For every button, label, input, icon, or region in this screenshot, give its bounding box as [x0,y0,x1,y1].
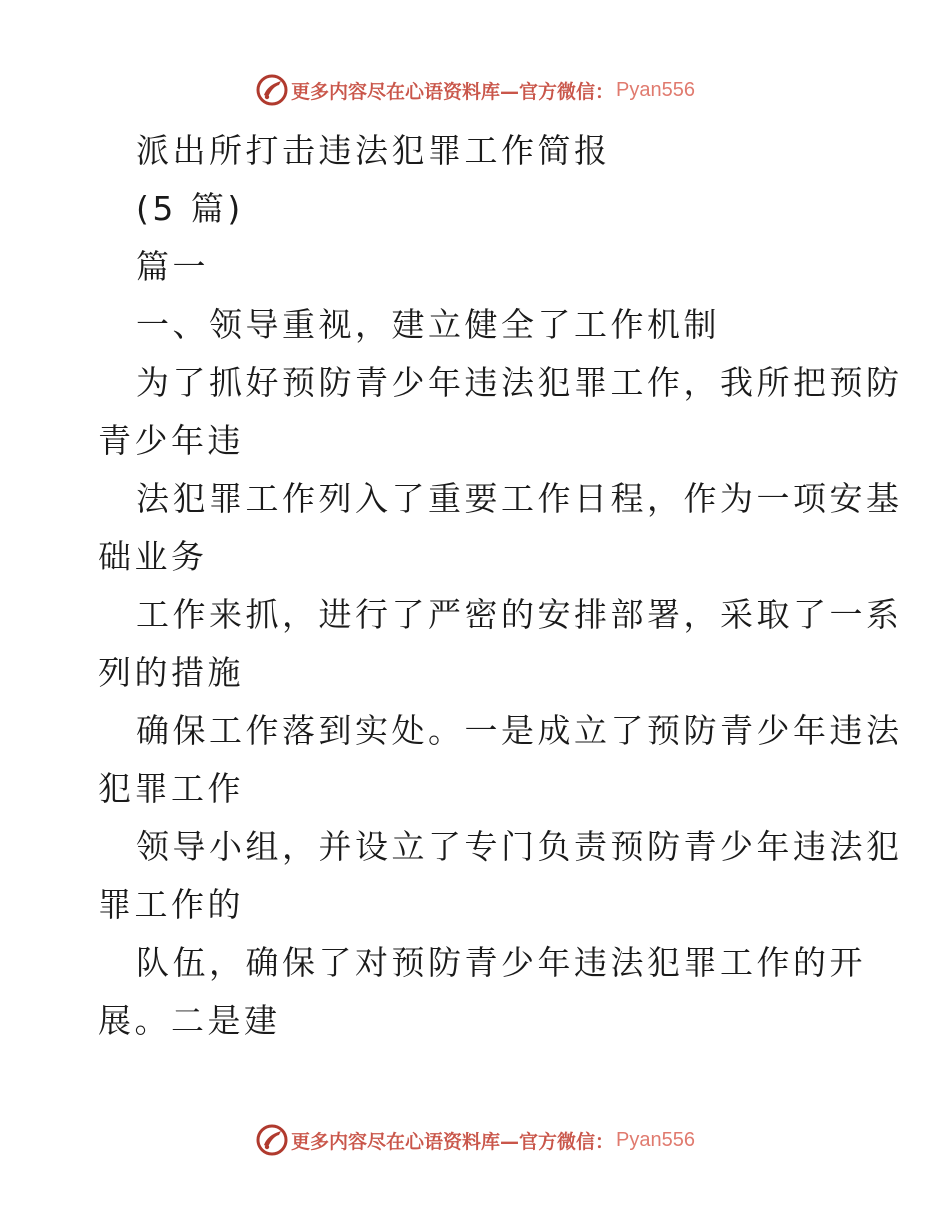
text-line: 犯罪工作 [98,769,244,808]
text-line: 青少年违 [98,421,244,460]
text-line: 法犯罪工作列入了重要工作日程，作为一项安基 [136,479,903,518]
text-line: 础业务 [98,537,208,576]
text-line: 篇一 [136,247,209,286]
text-line: (5 篇) [136,189,244,228]
watermark-text: 更多内容尽在心语资料库—官方微信： [291,80,615,103]
text-line: 队伍，确保了对预防青少年违法犯罪工作的开 [136,943,866,982]
text-line: 一、领导重视，建立健全了工作机制 [136,305,720,344]
red-seal-logo-icon [255,73,289,107]
document-body [98,122,903,1050]
text-line: 领导小组，并设立了专门负责预防青少年违法犯 [136,827,903,866]
watermark-account: Pyan556 [616,1128,695,1151]
text-line: 确保工作落到实处。一是成立了预防青少年违法 [136,711,903,750]
header-watermark [0,68,950,112]
text-line: 展。二是建 [98,1001,281,1040]
footer-watermark [0,1118,950,1162]
text-line: 为了抓好预防青少年违法犯罪工作，我所把预防 [136,363,903,402]
watermark-text: 更多内容尽在心语资料库—官方微信： [291,1130,615,1153]
text-line: 罪工作的 [98,885,244,924]
watermark-account: Pyan556 [616,78,695,101]
text-line: 列的措施 [98,653,244,692]
text-line: 工作来抓，进行了严密的安排部署，采取了一系 [136,595,903,634]
document-title: 派出所打击违法犯罪工作简报 [136,131,611,170]
red-seal-logo-icon [255,1123,289,1157]
